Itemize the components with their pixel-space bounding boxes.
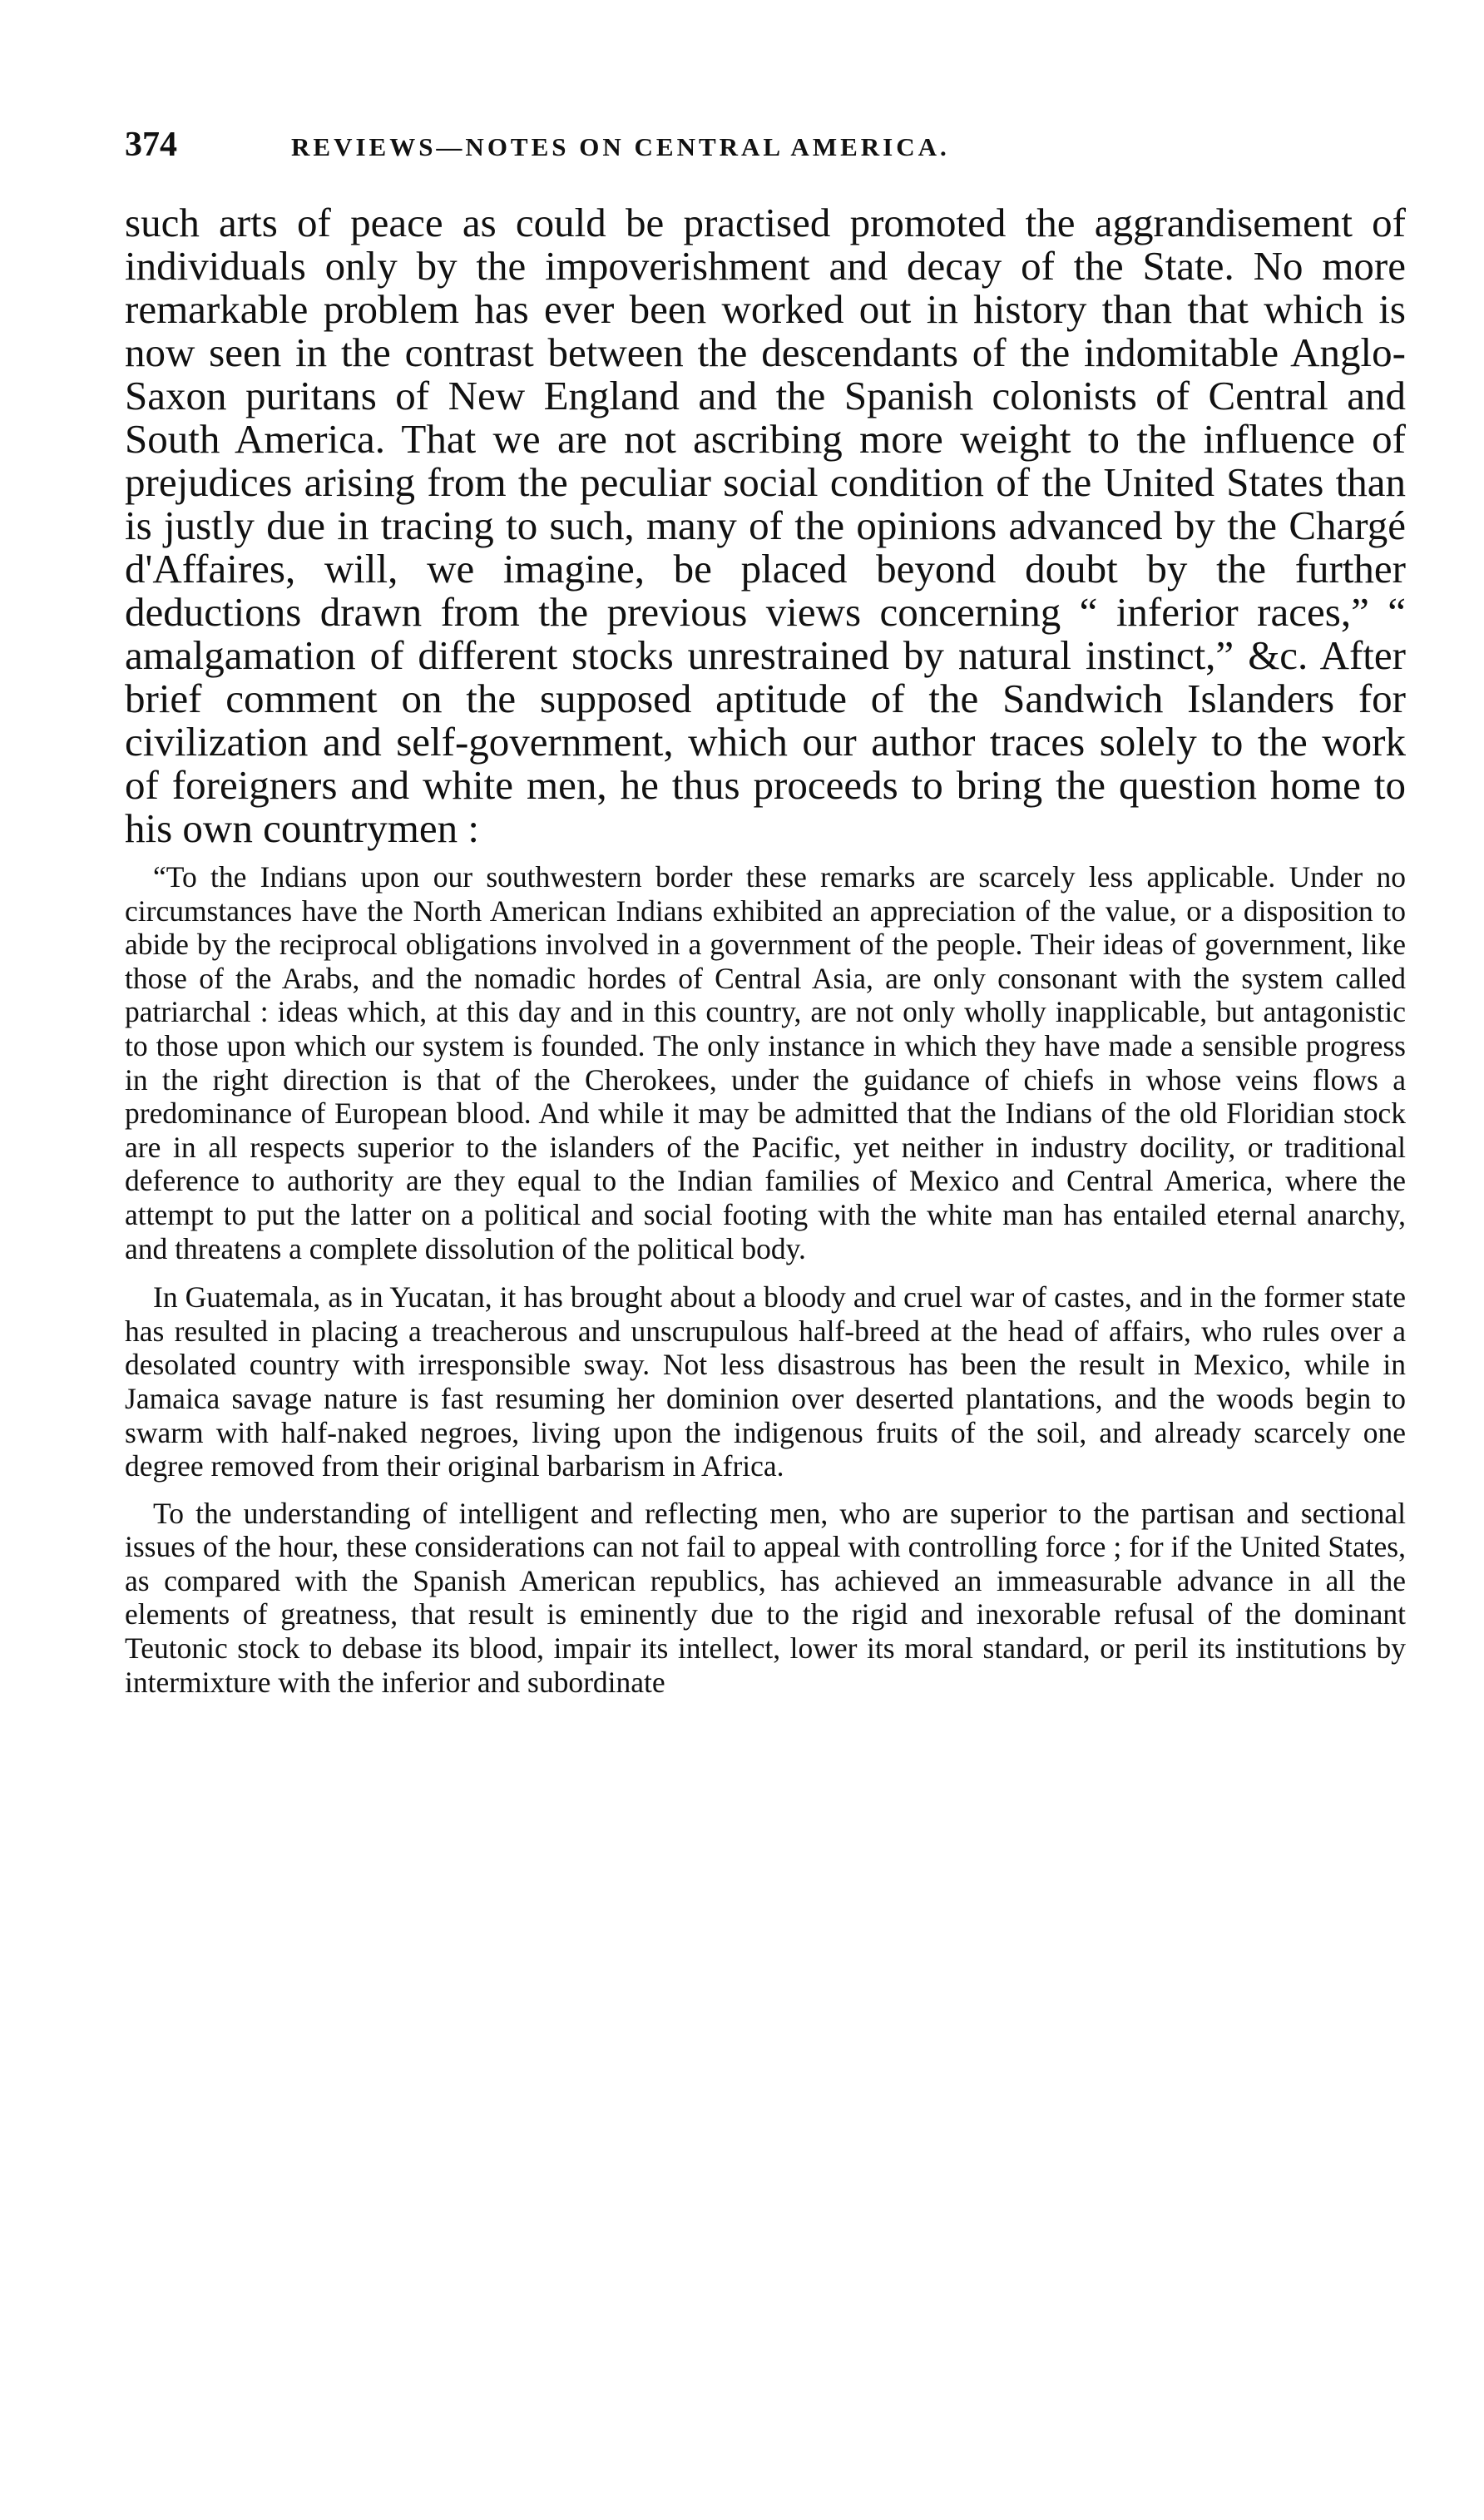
book-page: [125, 125, 1406, 1712]
page-header: [125, 125, 1406, 175]
body-paragraph: such arts of peace as could be practised promoted the aggrandisement of individuals only by the impoverishment and decay of the State. No more remarkable problem has ever been worked out in history than that which is now seen in the contrast between the descendants of the indomitable Anglo-Saxon puritans of New England and the Spanish colonists of Central and South America. That we are not ascribing more weight to the influence of prejudices arising from the peculiar social condition of the United States than is justly due in tracing to such, many of the opinions advanced by the Chargé d'Affaires, will, we imagine, be placed beyond doubt by the further deductions drawn from the previous views concerning “ inferior races,” “ amalgamation of different stocks unrestrained by natural instinct,” &c. After brief comment on the supposed aptitude of the Sandwich Islanders for civilization and self-government, which our author traces solely to the work of foreigners and white men, he thus proceeds to bring the question home to his own countrymen :: [125, 200, 1406, 851]
quote-paragraph-1: “To the Indians upon our southwestern border these remarks are scarcely less applicable. Under no circumstances have the North American Indians exhibited an appreciation of the value, or a disposition to abide by the reciprocal obligations involved in a government of the people. Their ideas of government, like those of the Arabs, and the nomadic hordes of Central Asia, are only consonant with the system called patriarchal : ideas which, at this day and in this country, are not only wholly inapplicable, but antagonistic to those upon which our system is founded. The only instance in which they have made a sensible progress in the right direction is that of the Cherokees, under the guidance of chiefs in whose veins flows a predominance of European blood. And while it may be admitted that the Indians of the old Floridian stock are in all respects superior to the islanders of the Pacific, yet neither in industry docility, or traditional deference to authority are they equal to the Indian families of Mexico and Central America, where the attempt to put the latter on a political and social footing with the white man has entailed eternal anarchy, and threatens a complete dissolution of the political body.: [125, 860, 1406, 1265]
page-number: 374: [125, 126, 177, 164]
quote-paragraph-3: To the understanding of intelligent and reflecting men, who are superior to the partisan and sectional issues of the hour, these considerations can not fail to appeal with controlling force ; for if the United States, as compared with the Spanish American republics, has achieved an immeasurable advance in all the elements of greatness, that result is eminently due to the rigid and inexorable refusal of the dominant Teutonic stock to debase its blood, impair its intellect, lower its moral standard, or peril its institutions by intermixture with the inferior and subordinate: [125, 1496, 1406, 1699]
running-head: REVIEWS—NOTES ON CENTRAL AMERICA.: [291, 132, 950, 161]
quote-paragraph-2: In Guatemala, as in Yucatan, it has brought about a bloody and cruel war of castes, and in the former state has resulted in placing a treacherous and unscrupulous half-breed at the head of affairs, who rules over a desolated country with irresponsible sway. Not less disastrous has been the result in Mexico, while in Jamaica savage nature is fast resuming her dominion over deserted plantations, and the woods begin to swarm with half-naked negroes, living upon the indigenous fruits of the soil, and already scarcely one degree removed from their original barbarism in Africa.: [125, 1280, 1406, 1483]
block-quote: [125, 860, 1406, 1699]
